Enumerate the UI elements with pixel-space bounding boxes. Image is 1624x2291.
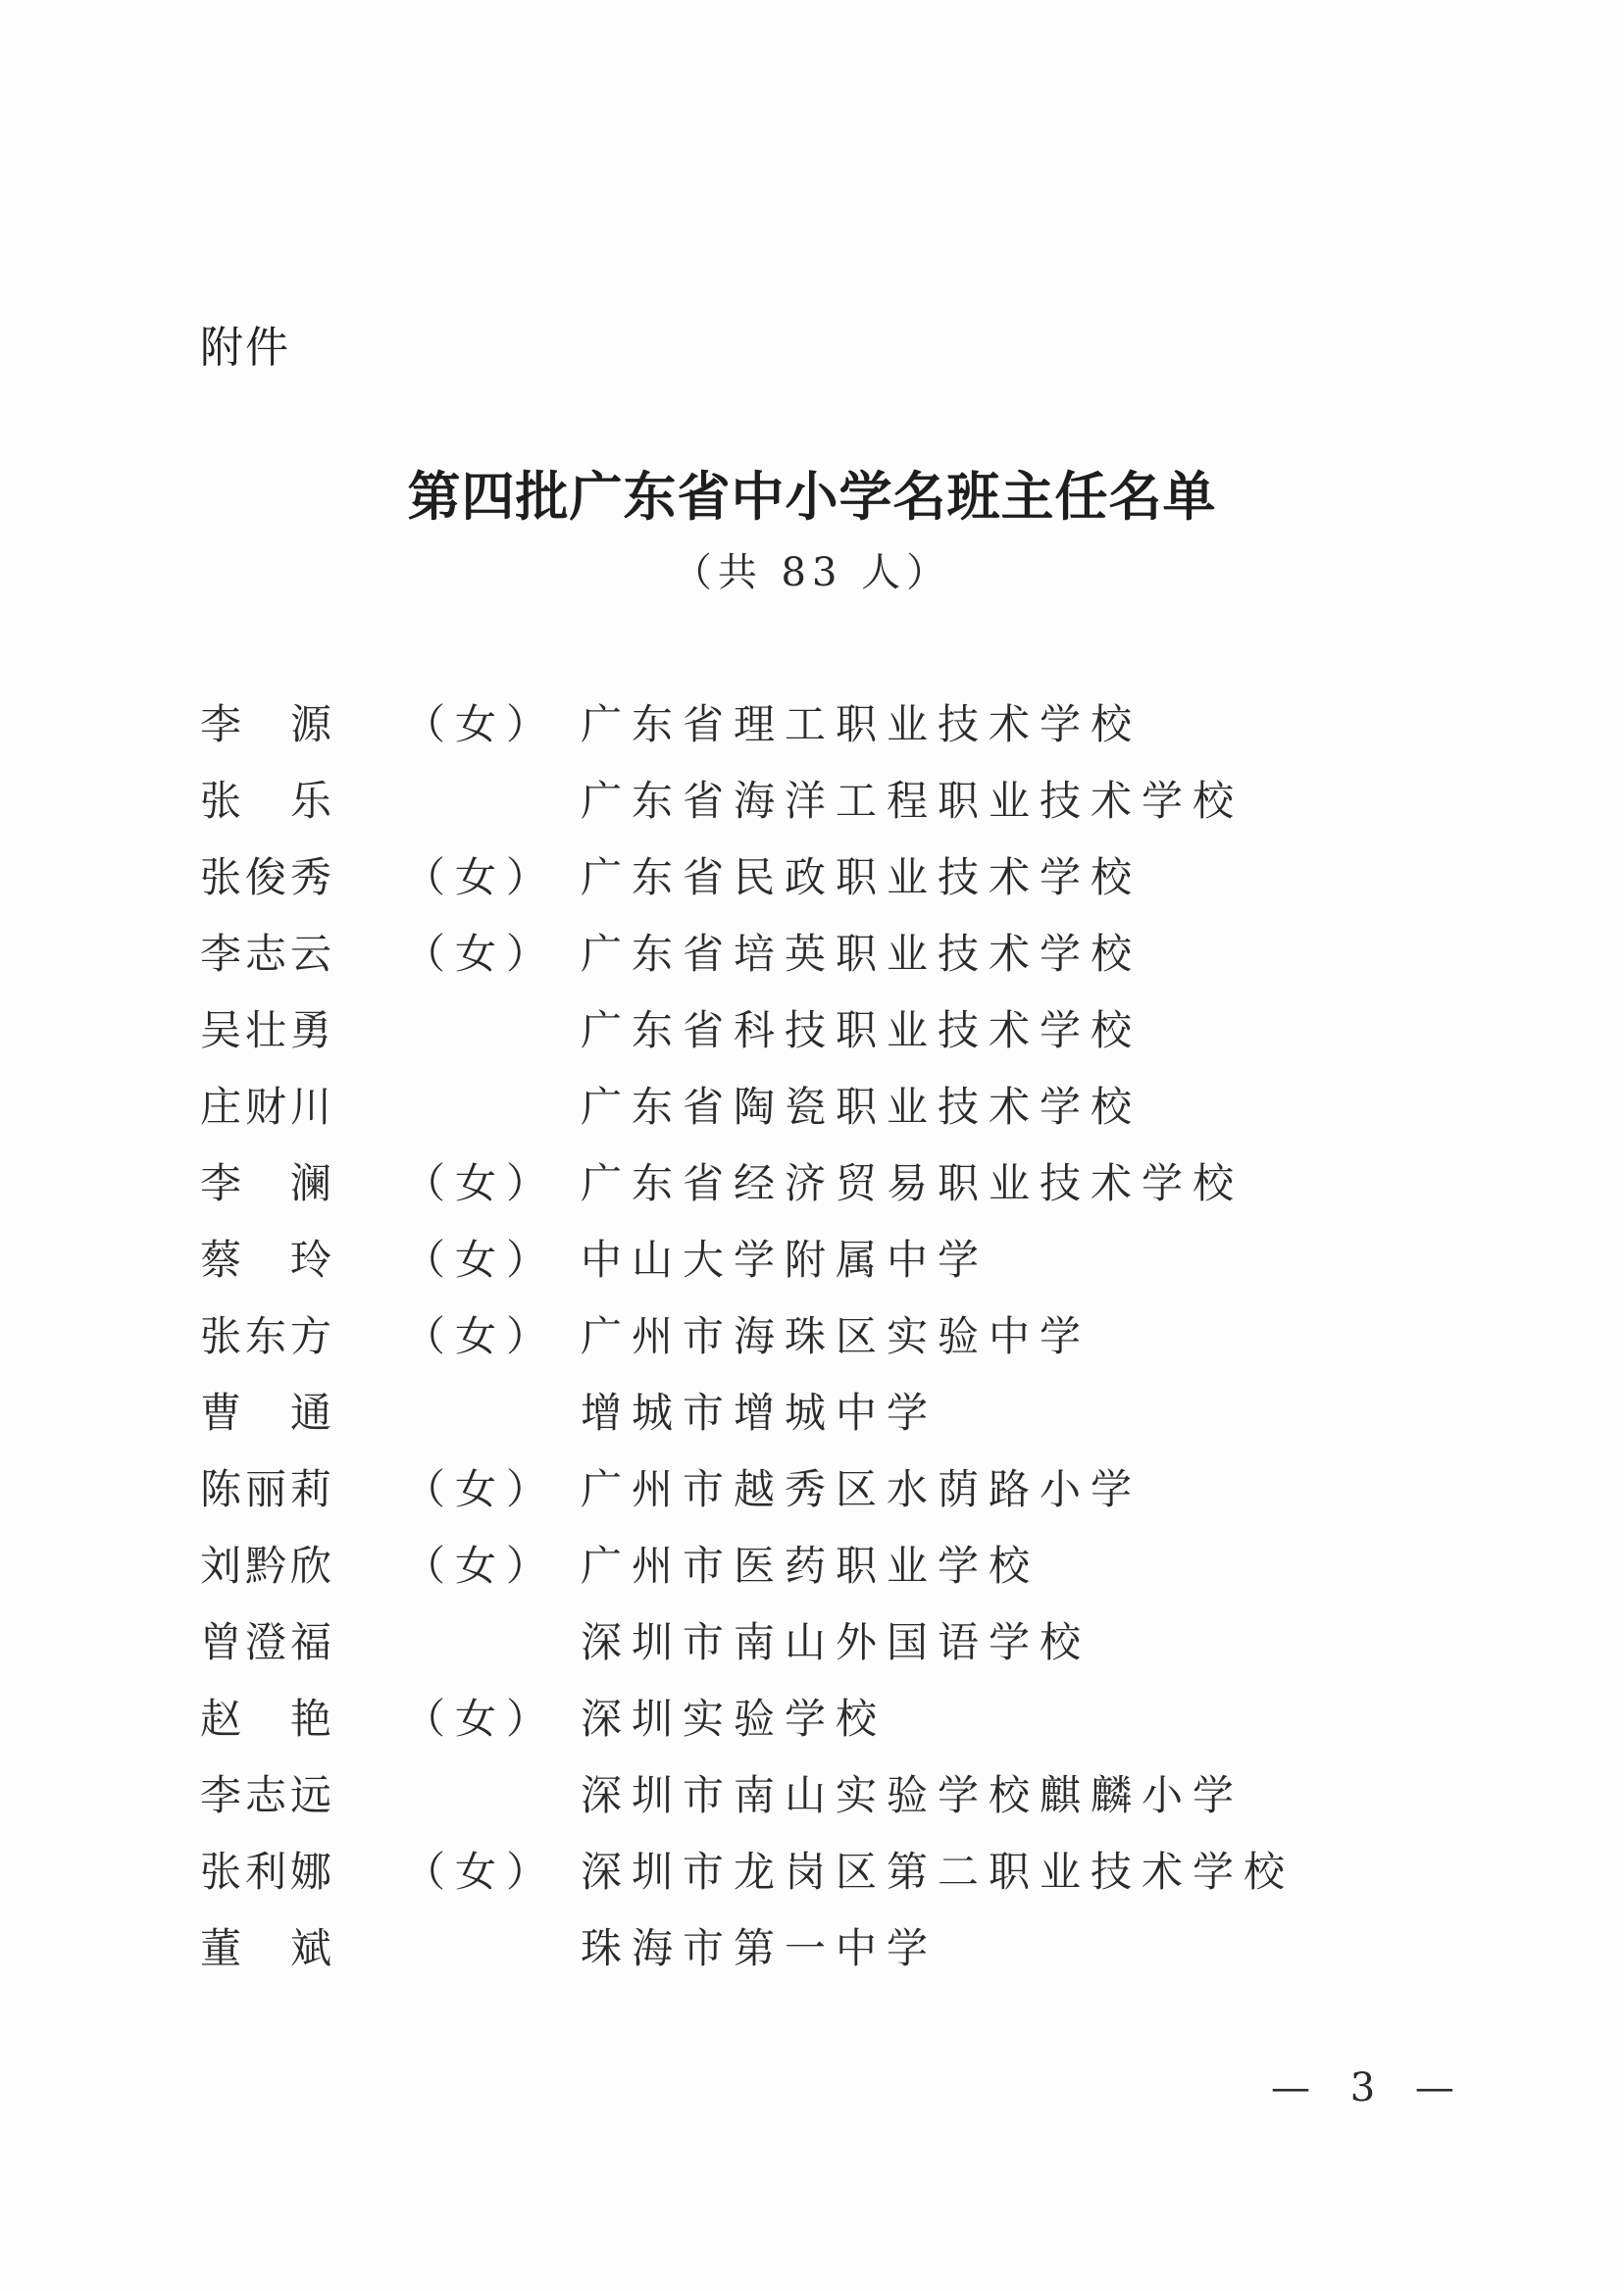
teacher-name: 张利娜 — [200, 1848, 336, 1896]
list-item — [0, 840, 1624, 916]
list-item — [0, 763, 1624, 840]
gender-mark: （女） — [404, 853, 558, 901]
school-name: 广州市越秀区水荫路小学 — [581, 1465, 1142, 1513]
school-name: 深圳市南山实验学校麒麟小学 — [581, 1771, 1244, 1819]
school-name: 深圳市南山外国语学校 — [581, 1618, 1091, 1666]
teacher-name: 李 澜 — [200, 1159, 336, 1207]
gender-mark: （女） — [404, 930, 558, 978]
list-item — [0, 1757, 1624, 1834]
gender-mark: （女） — [404, 1465, 558, 1513]
list-item — [0, 1375, 1624, 1451]
gender-mark: （女） — [404, 1695, 558, 1743]
school-name: 深圳市龙岗区第二职业技术学校 — [581, 1848, 1295, 1896]
teacher-name: 李志云 — [200, 930, 336, 978]
gender-mark: （女） — [404, 1159, 558, 1207]
school-name: 广东省理工职业技术学校 — [581, 700, 1142, 748]
school-name: 深圳实验学校 — [581, 1695, 888, 1743]
list-item — [0, 1681, 1624, 1757]
school-name: 广东省海洋工程职业技术学校 — [581, 777, 1244, 825]
school-name: 广东省经济贸易职业技术学校 — [581, 1159, 1244, 1207]
teacher-name: 李志远 — [200, 1771, 336, 1819]
teacher-name: 李 源 — [200, 700, 336, 748]
page-number: — 3 — — [1271, 2065, 1468, 2111]
list-item — [0, 687, 1624, 763]
list-item — [0, 1910, 1624, 1987]
list-item — [0, 916, 1624, 993]
school-name: 广东省陶瓷职业技术学校 — [581, 1083, 1142, 1131]
list-item — [0, 1604, 1624, 1681]
teacher-name: 刘黔欣 — [200, 1542, 336, 1590]
school-name: 广东省培英职业技术学校 — [581, 930, 1142, 978]
teacher-name: 吴壮勇 — [200, 1006, 336, 1054]
gender-mark: （女） — [404, 1848, 558, 1896]
teacher-name: 董 斌 — [200, 1924, 336, 1972]
school-name: 广东省科技职业技术学校 — [581, 1006, 1142, 1054]
school-name: 广东省民政职业技术学校 — [581, 853, 1142, 901]
school-name: 珠海市第一中学 — [581, 1924, 939, 1972]
school-name: 增城市增城中学 — [581, 1389, 939, 1437]
page-title: 第四批广东省中小学名班主任名单 — [407, 465, 1217, 528]
teacher-name: 张 乐 — [200, 777, 336, 825]
list-item — [0, 1222, 1624, 1298]
school-name: 广州市医药职业学校 — [581, 1542, 1040, 1590]
gender-mark: （女） — [404, 1542, 558, 1590]
teacher-name: 蔡 玲 — [200, 1236, 336, 1284]
attachment-label: 附件 — [200, 323, 290, 373]
page-subtitle: （共 83 人） — [672, 550, 952, 595]
list-item — [0, 1834, 1624, 1910]
list-item — [0, 1528, 1624, 1604]
list-item — [0, 1451, 1624, 1528]
gender-mark: （女） — [404, 1312, 558, 1360]
teacher-name: 曹 通 — [200, 1389, 336, 1437]
teacher-name: 曾澄福 — [200, 1618, 336, 1666]
gender-mark: （女） — [404, 700, 558, 748]
gender-mark: （女） — [404, 1236, 558, 1284]
teacher-name: 张俊秀 — [200, 853, 336, 901]
list-item — [0, 1298, 1624, 1375]
school-name: 广州市海珠区实验中学 — [581, 1312, 1091, 1360]
list-item — [0, 1146, 1624, 1222]
school-name: 中山大学附属中学 — [581, 1236, 990, 1284]
teacher-name: 庄财川 — [200, 1083, 336, 1131]
list-item — [0, 1069, 1624, 1146]
teacher-name: 陈丽莉 — [200, 1465, 336, 1513]
teacher-name: 赵 艳 — [200, 1695, 336, 1743]
list-item — [0, 993, 1624, 1069]
teacher-name: 张东方 — [200, 1312, 336, 1360]
